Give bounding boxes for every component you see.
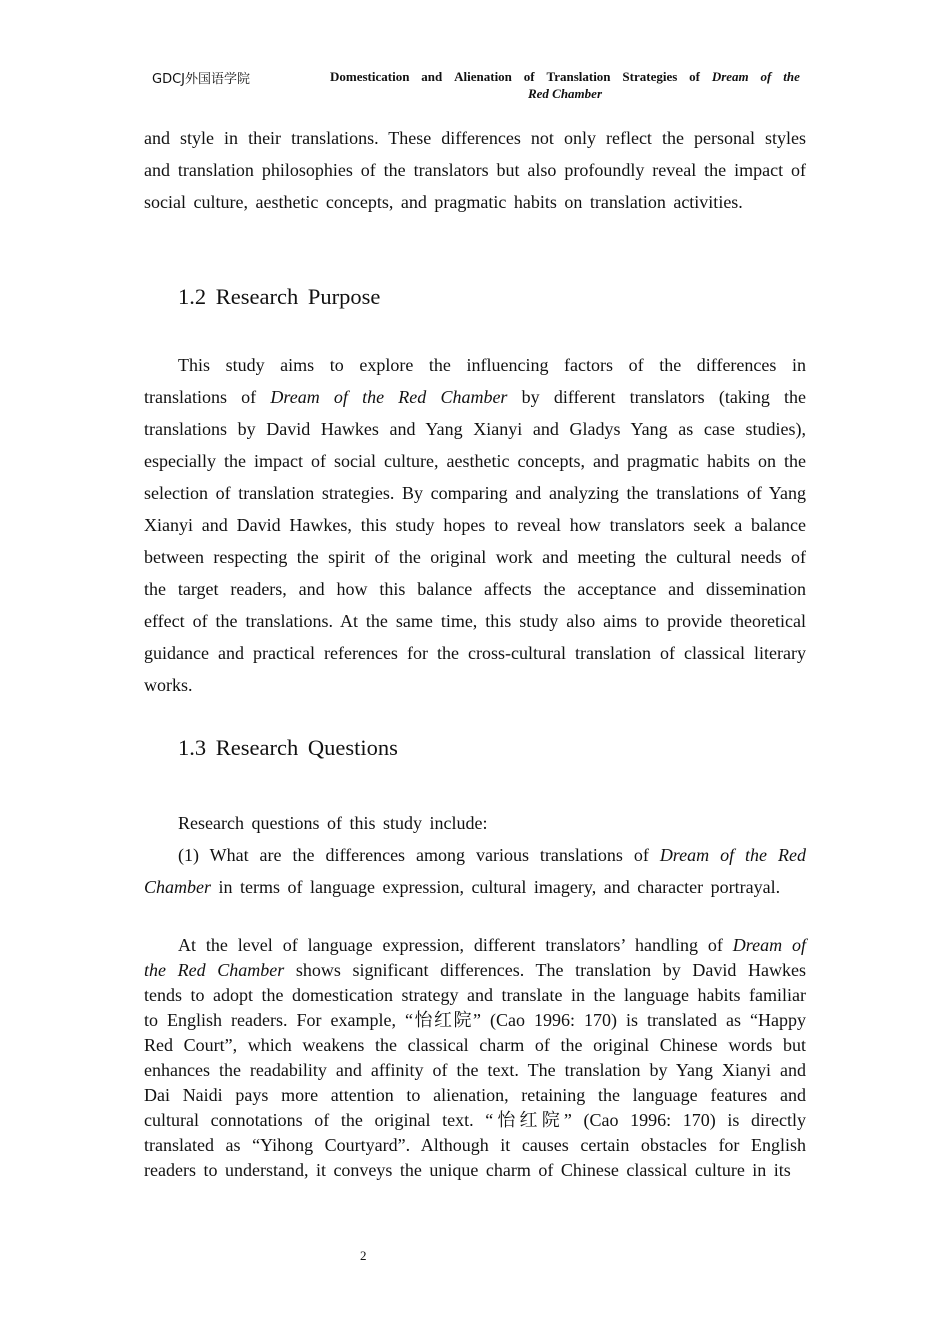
paragraph-questions-intro: Research questions of this study include: <box>178 813 488 833</box>
heading-research-questions: 1.3 Research Questions <box>178 735 398 760</box>
heading-research-purpose: 1.2 Research Purpose <box>178 284 381 309</box>
header-word: Alienation <box>454 69 512 84</box>
header-word: and <box>421 69 443 84</box>
header-word: of <box>523 69 535 84</box>
header-word: Dream <box>711 69 749 84</box>
paragraph-question-1: (1) What are the differences among various translations of Dream of the Red Chamber in terms of language expression, cultural imagery, and character portrayal. <box>144 845 806 897</box>
page-number: 2 <box>360 1248 367 1263</box>
book-title: Dream of the Red Chamber <box>144 845 806 897</box>
header-title <box>330 68 800 102</box>
header-word: Strategies <box>622 69 678 84</box>
paragraph-research-purpose: This study aims to explore the influencing factors of the differences in translations of Dream of the Red Chamber by different translators (taking the translations by David Hawkes and Yang Xianyi and Gladys Yang as case studies), especially the impact of social culture, aesthetic concepts, and pragmatic habits on the selection of translation strategies. By comparing and analyzing the translations of Yang Xianyi and David Hawkes, this study hopes to reveal how translators seek a balance between respecting the spirit of the original work and meeting the cultural needs of the target readers, and how this balance affects the acceptance and dissemination effect of the translations. At the same time, this study also aims to provide theoretical guidance and practical references for the cross-cultural translation of classical literary works. <box>144 355 807 695</box>
book-title: Dream of the Red Chamber <box>270 387 508 407</box>
intro-paragraph: and style in their translations. These differences not only reflect the personal styles and translation philosophies of the translators but also profoundly reveal the impact of social culture, aesthetic concepts, and pragmatic habits on translation activities. <box>144 128 806 212</box>
header-title-line1 <box>330 68 800 85</box>
header-word: Translation <box>546 69 611 84</box>
header-word: of <box>689 69 700 84</box>
header-word: the <box>783 69 800 84</box>
header-institution: GDCJ外国语学院 <box>152 72 250 87</box>
header-word: Domestication <box>330 69 410 84</box>
paragraph-language-expression: At the level of language expression, different translators’ handling of Dream of the Red Chamber shows significant differences. The translation by David Hawkes tends to adopt the domestication strategy and translate in the language habits familiar to English readers. For example, “怡红院” (Cao 1996: 170) is translated as “Happy Red Court”, which weakens the classical charm of the original Chinese words but enhances the readability and affinity of the text. The translation by Yang Xianyi and Dai Naidi pays more attention to alienation, retaining the language features and cultural connotations of the original text. “怡红院” (Cao 1996: 170) is directly translated as “Yihong Courtyard”. Although it causes certain obstacles for English readers to understand, it conveys the unique charm of Chinese classical culture in its <box>144 935 806 1180</box>
book-title: Dream of the Red Chamber <box>144 935 806 980</box>
header-title-line2: Red Chamber <box>527 86 603 101</box>
header-word: of <box>760 69 772 84</box>
